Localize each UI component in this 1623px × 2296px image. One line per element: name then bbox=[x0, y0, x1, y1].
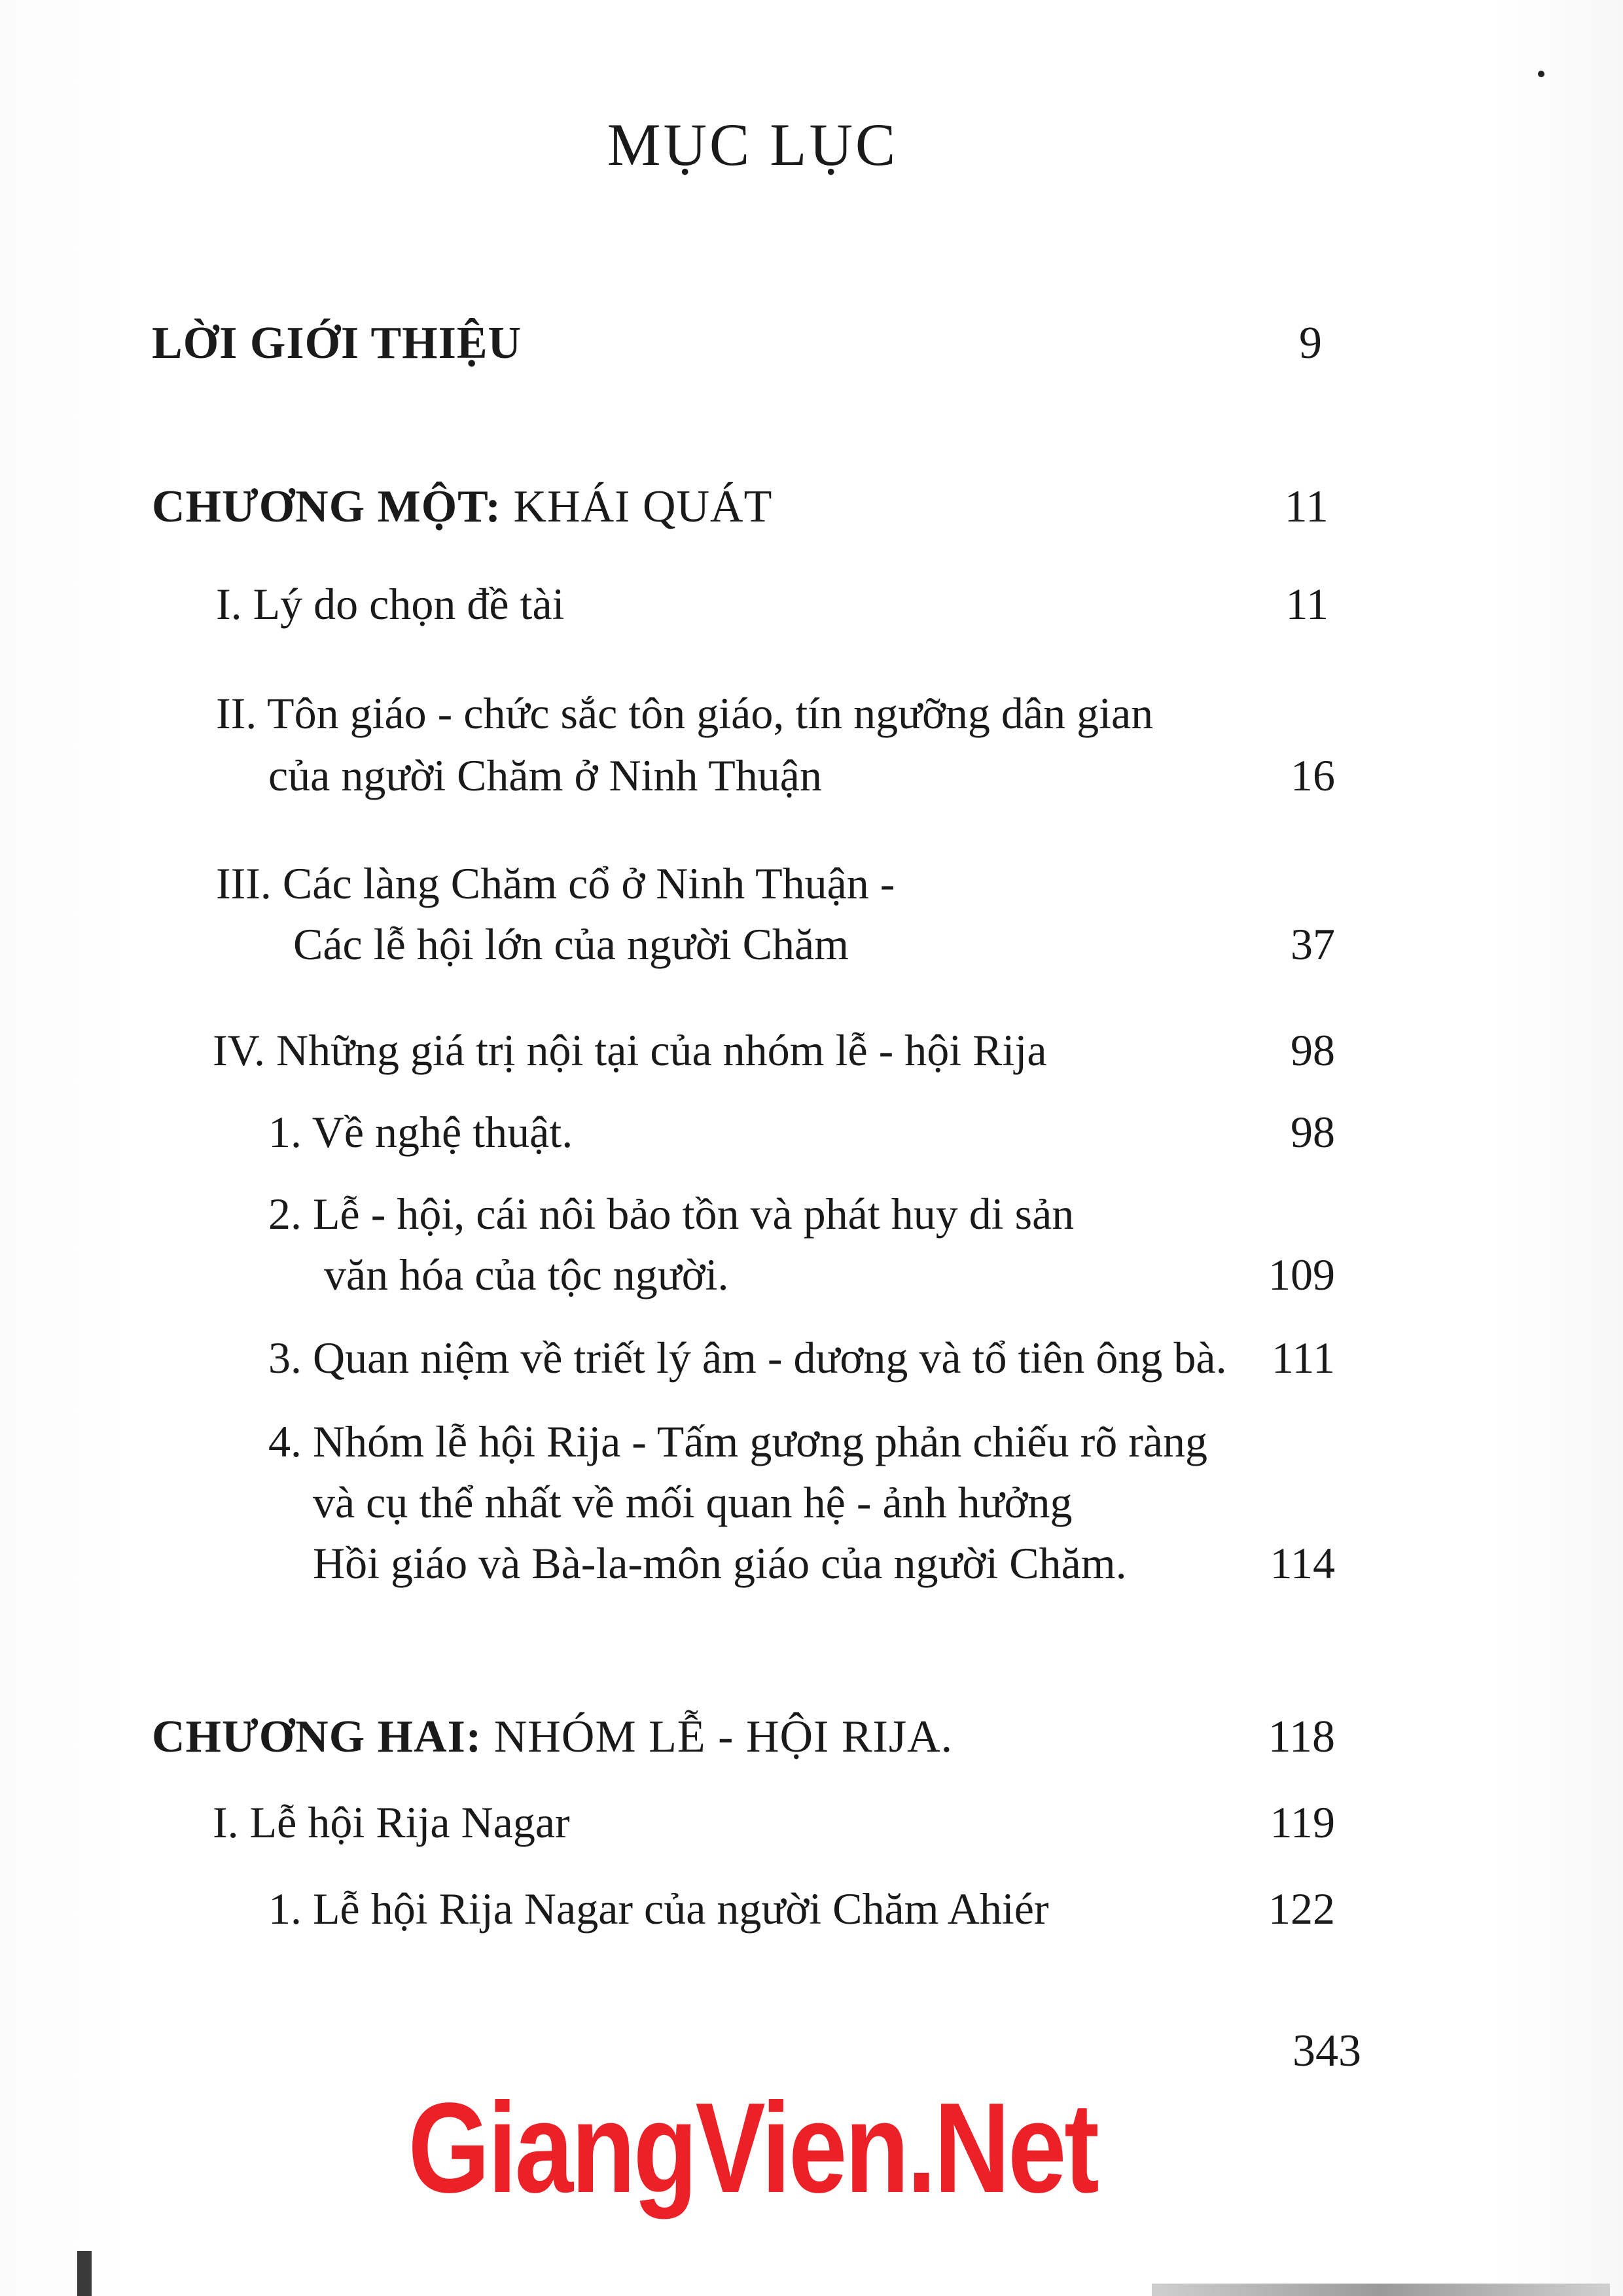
toc-page-number: 9 bbox=[1299, 318, 1322, 368]
toc-page-number: 11 bbox=[1284, 482, 1329, 532]
toc-page-number: 11 bbox=[1285, 579, 1329, 629]
scan-speck bbox=[1538, 71, 1544, 77]
toc-line: III. Các làng Chăm cổ ở Ninh Thuận - bbox=[216, 858, 895, 908]
toc-page-number: 122 bbox=[1268, 1884, 1335, 1934]
toc-line: Các lễ hội lớn của người Chăm bbox=[293, 919, 849, 969]
scan-edge-bottom bbox=[1152, 2284, 1610, 2296]
toc-line: của người Chăm ở Ninh Thuận bbox=[268, 751, 822, 800]
toc-line: 2. Lễ - hội, cái nôi bảo tồn và phát huy di sản bbox=[268, 1189, 1075, 1239]
toc-page-number: 111 bbox=[1272, 1333, 1335, 1383]
toc-page-number: 16 bbox=[1291, 751, 1335, 800]
toc-page-number: 98 bbox=[1291, 1107, 1335, 1157]
toc-line: văn hóa của tộc người. bbox=[324, 1250, 729, 1299]
toc-page-number: 109 bbox=[1268, 1250, 1335, 1299]
toc-page-number: 119 bbox=[1270, 1797, 1335, 1847]
toc-line: 4. Nhóm lễ hội Rija - Tấm gương phản chiếu rõ ràng bbox=[268, 1417, 1208, 1466]
toc-chapter-title: NHÓM LỄ - HỘI RIJA. bbox=[482, 1712, 954, 1762]
toc-page-number: 114 bbox=[1270, 1538, 1335, 1588]
toc-page-number: 37 bbox=[1291, 919, 1335, 969]
toc-line: và cụ thể nhất về mối quan hệ - ảnh hưởng bbox=[313, 1477, 1073, 1527]
page-title: MỤC LỤC bbox=[607, 111, 899, 178]
scan-edge-left bbox=[77, 2251, 92, 2296]
toc-page-number: 118 bbox=[1268, 1712, 1335, 1762]
toc-line: Hồi giáo và Bà-la-môn giáo của người Chăm. bbox=[313, 1538, 1127, 1588]
watermark-text: GiangVien.Net bbox=[408, 2076, 1097, 2219]
toc-line: IV. Những giá trị nội tại của nhóm lễ - hội Rija bbox=[213, 1025, 1047, 1075]
toc-chapter-title: KHÁI QUÁT bbox=[501, 482, 773, 532]
toc-chapter-label: CHƯƠNG MỘT: bbox=[152, 482, 501, 532]
toc-line: 1. Lễ hội Rija Nagar của người Chăm Ahiér bbox=[268, 1884, 1049, 1934]
toc-line: I. Lễ hội Rija Nagar bbox=[213, 1797, 570, 1847]
toc-line: I. Lý do chọn đề tài bbox=[216, 579, 565, 629]
toc-entry-title: LỜI GIỚI THIỆU bbox=[152, 318, 522, 368]
toc-page-number: 98 bbox=[1291, 1025, 1335, 1075]
page-number-folio: 343 bbox=[1293, 2026, 1361, 2076]
toc-line: 3. Quan niệm về triết lý âm - dương và tổ tiên ông bà. bbox=[268, 1333, 1227, 1383]
toc-chapter-label: CHƯƠNG HAI: bbox=[152, 1712, 482, 1762]
toc-line: 1. Về nghệ thuật. bbox=[268, 1107, 573, 1157]
toc-line: II. Tôn giáo - chức sắc tôn giáo, tín ngưỡng dân gian bbox=[216, 688, 1154, 738]
